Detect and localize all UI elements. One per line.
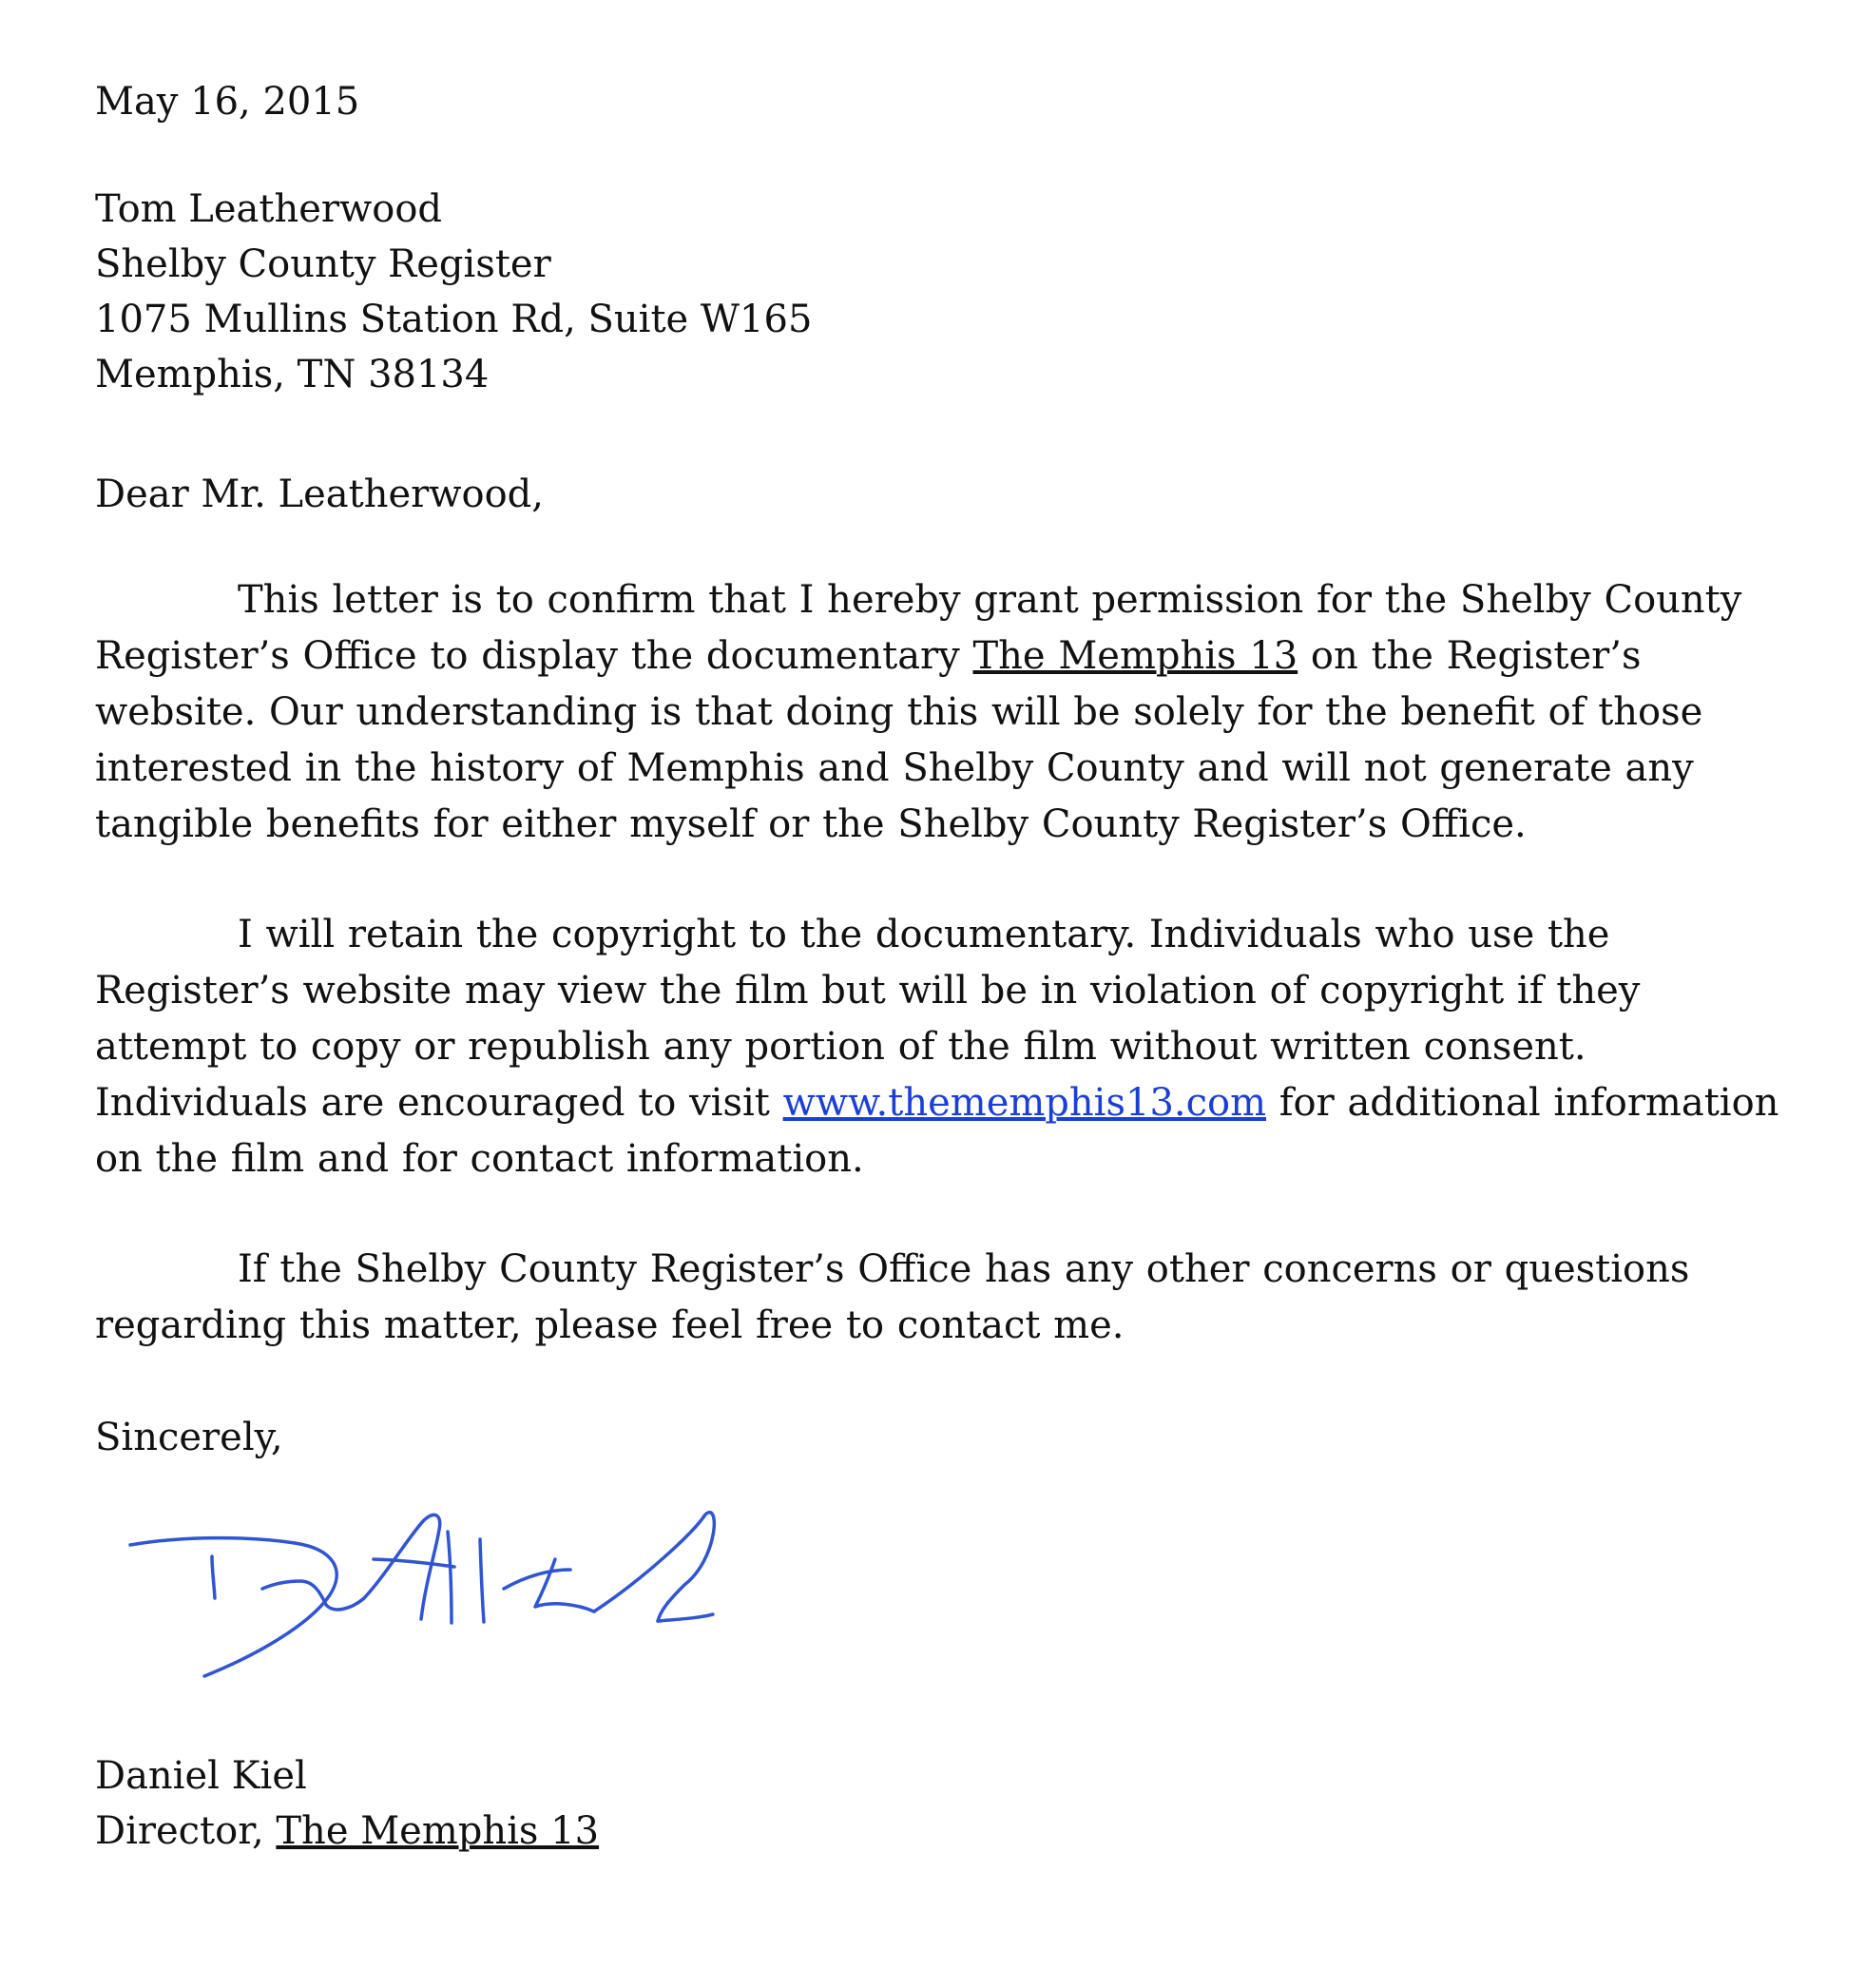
recipient-address-line2: Memphis, TN 38134 [95, 353, 490, 396]
paragraph-contact [95, 1242, 1797, 1354]
paragraph-contact-text: If the Shelby County Register’s Office has any other concerns or questions regarding this matter, please feel free to contact me. [95, 1247, 1690, 1347]
signer-title-prefix: Director, [95, 1809, 277, 1853]
closing: Sincerely, [95, 1416, 283, 1459]
salutation: Dear Mr. Leatherwood, [95, 473, 544, 516]
recipient-address-line1: 1075 Mullins Station Rd, Suite W165 [95, 298, 813, 341]
signer-name: Daniel Kiel [95, 1754, 307, 1798]
letter-date: May 16, 2015 [95, 80, 360, 124]
recipient-name: Tom Leatherwood [95, 187, 443, 231]
paragraph-copyright [95, 907, 1797, 1187]
paragraph-copyright-text-before: I will retain the copyright to the documentary. Individuals who use the Register’s website may view the film but will be in violation of copyright if they attempt to copy or republish any portion of the film without written consent. Individuals are encouraged to visit [95, 913, 1641, 1125]
handwritten-signature [119, 1507, 746, 1721]
paragraph-permission [95, 572, 1797, 853]
paragraph-permission-text-after: on the Register’s website. Our understanding is that doing this will be solely for the benefit of those interested in the history of Memphis and Shelby County and will not generate any tangible benefits for either myself or the Shelby County Register’s Office. [95, 634, 1703, 846]
paragraph-copyright-text-after: for additional information on the film and for contact information. [95, 1081, 1779, 1181]
signer-title-line [95, 1804, 599, 1859]
film-title: The Memphis 13 [972, 634, 1298, 678]
website-link[interactable]: www.thememphis13.com [782, 1081, 1267, 1125]
paragraph-permission-text-before: This letter is to confirm that I hereby grant permission for the Shelby County Register’s Office to display the documentary [95, 578, 1742, 678]
recipient-title: Shelby County Register [95, 242, 551, 286]
signer-organization: The Memphis 13 [276, 1809, 600, 1853]
